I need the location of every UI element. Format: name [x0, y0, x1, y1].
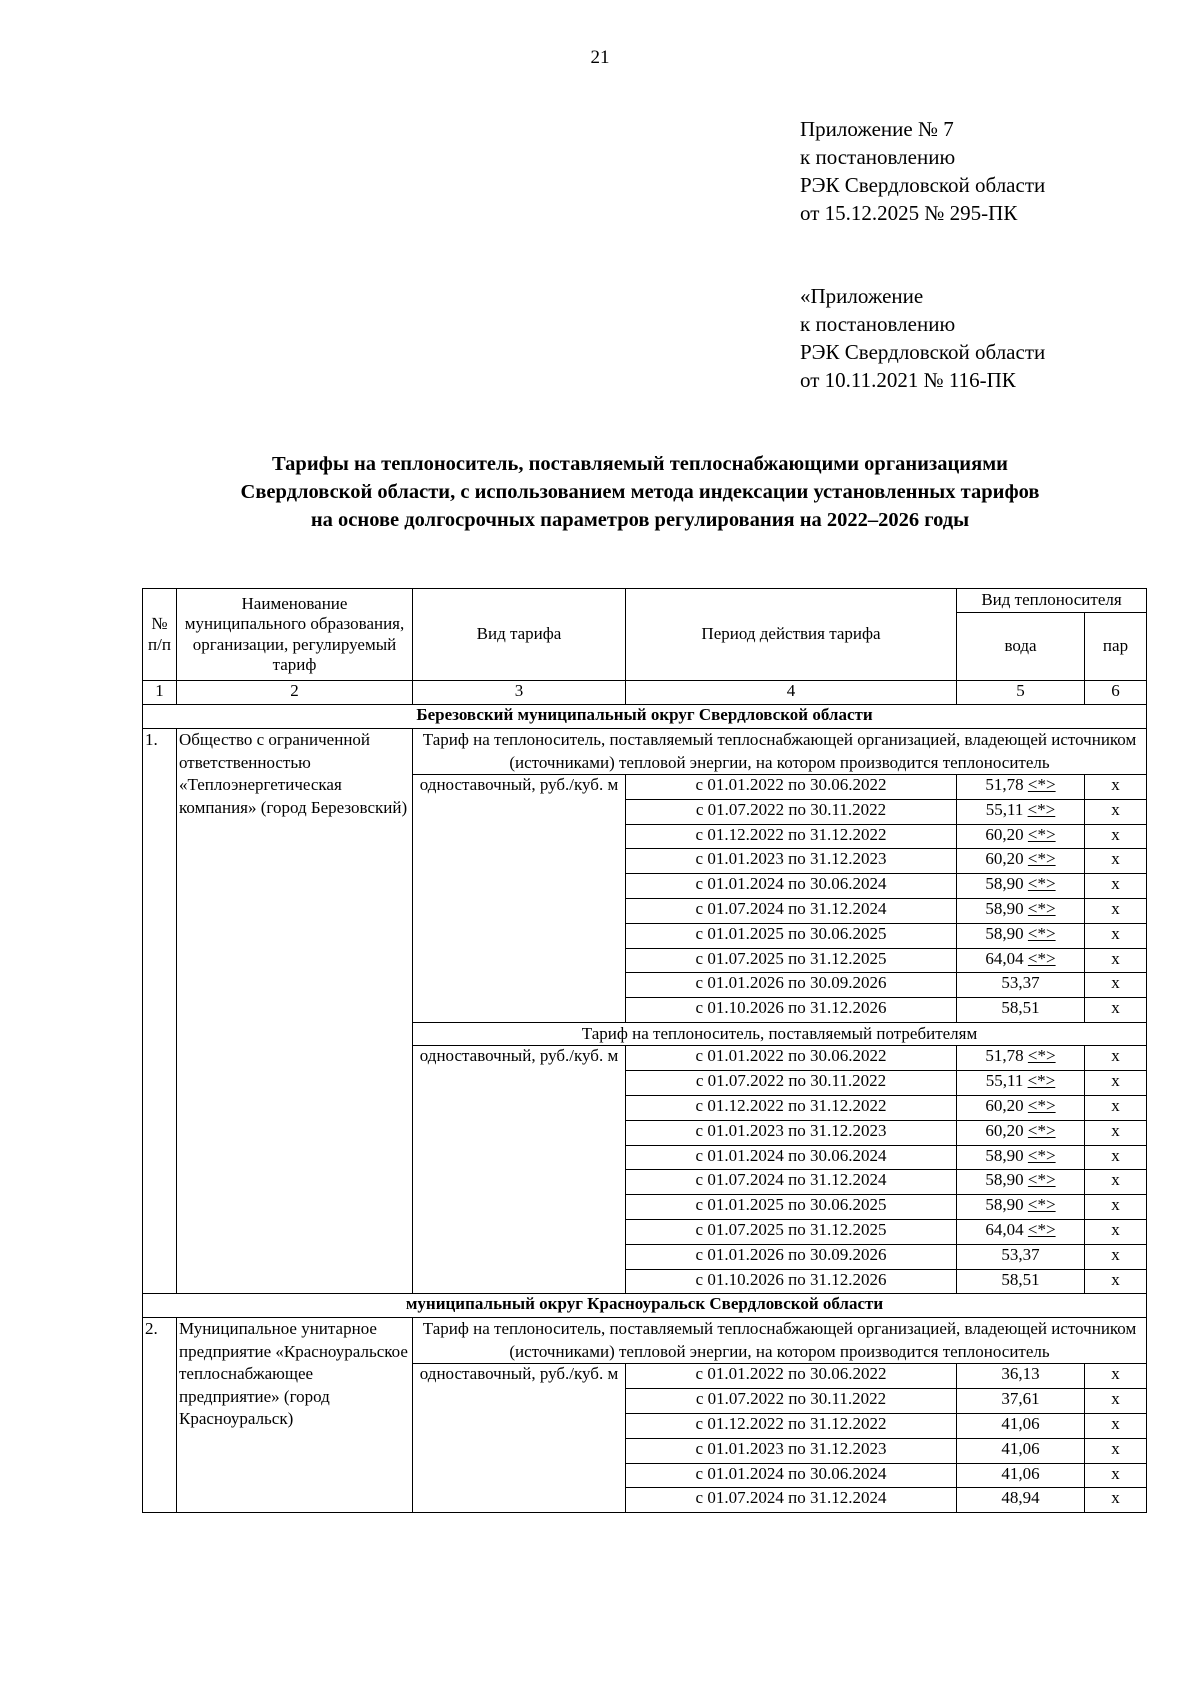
tariff-period: с 01.01.2023 по 31.12.2023 [626, 1120, 957, 1145]
steam-rate: х [1085, 1046, 1147, 1071]
header-name: Наименование муниципального образования, организации, регулируемый тариф [177, 589, 413, 681]
tariff-group-label: Тариф на теплоноситель, поставляемый теплоснабжающей организацией, владеющей источником (источниками) тепловой энергии, на котором производится теплоноситель [413, 1318, 1147, 1364]
water-rate: 53,37 [1001, 1244, 1040, 1264]
water-rate: 58,90 [985, 1170, 1024, 1190]
section-row [143, 1294, 1147, 1318]
water-rate-cell [957, 1145, 1085, 1170]
tariff-period: с 01.07.2022 по 30.11.2022 [626, 1389, 957, 1414]
col-number: 6 [1085, 681, 1147, 705]
water-rate-cell [957, 1364, 1085, 1389]
tariff-group-label: Тариф на теплоноситель, поставляемый теплоснабжающей организацией, владеющей источником (источниками) тепловой энергии, на котором производится теплоноситель [413, 729, 1147, 775]
footnote-ref-link[interactable]: <*> [1027, 1145, 1056, 1165]
tariff-period: с 01.01.2022 по 30.06.2022 [626, 1364, 957, 1389]
water-rate: 58,90 [985, 923, 1024, 943]
steam-rate: х [1085, 1364, 1147, 1389]
appendix-line: Приложение № 7 [800, 117, 954, 141]
tariff-period: с 01.12.2022 по 31.12.2022 [626, 1414, 957, 1439]
tariff-type: одноставочный, руб./куб. м [413, 1364, 626, 1513]
water-rate: 58,90 [985, 1145, 1024, 1165]
water-rate: 64,04 [985, 948, 1024, 968]
steam-rate: х [1085, 1096, 1147, 1121]
water-rate-cell [957, 1389, 1085, 1414]
footnote-ref-link[interactable]: <*> [1027, 775, 1056, 794]
water-rate-cell [957, 923, 1085, 948]
document-title [140, 450, 1140, 534]
water-rate: 58,90 [985, 874, 1024, 894]
water-rate-cell [957, 1071, 1085, 1096]
steam-rate: х [1085, 1071, 1147, 1096]
footnote-ref-link[interactable]: <*> [1027, 948, 1056, 968]
footnote-ref-link[interactable]: <*> [1027, 1170, 1056, 1190]
tariff-period: с 01.12.2022 по 31.12.2022 [626, 1096, 957, 1121]
water-rate: 58,51 [1001, 1269, 1040, 1289]
water-rate-cell [957, 849, 1085, 874]
water-rate: 36,13 [1001, 1364, 1040, 1384]
tariff-period: с 01.12.2022 по 31.12.2022 [626, 824, 957, 849]
footnote-ref-link[interactable]: <*> [1027, 874, 1056, 894]
water-rate: 53,37 [1001, 973, 1040, 993]
water-rate-cell [957, 898, 1085, 923]
steam-rate: х [1085, 998, 1147, 1023]
appendix-current-header [800, 115, 1045, 227]
steam-rate: х [1085, 948, 1147, 973]
tariff-period: с 01.01.2023 по 31.12.2023 [626, 849, 957, 874]
entry-number: 1. [143, 729, 177, 1294]
water-rate-cell [957, 998, 1085, 1023]
header-carrier: Вид теплоносителя [957, 589, 1147, 613]
water-rate-cell [957, 1220, 1085, 1245]
appendix-line: РЭК Свердловской области [800, 173, 1046, 197]
water-rate-cell [957, 1046, 1085, 1071]
footnote-ref-link[interactable]: <*> [1027, 898, 1056, 918]
header-water: вода [957, 613, 1085, 681]
col-number: 3 [413, 681, 626, 705]
footnote-ref-link[interactable]: <*> [1027, 824, 1056, 844]
water-rate: 60,20 [985, 1096, 1024, 1116]
tariff-period: с 01.01.2026 по 30.09.2026 [626, 1244, 957, 1269]
water-rate-cell [957, 824, 1085, 849]
water-rate: 64,04 [985, 1220, 1024, 1240]
steam-rate: х [1085, 849, 1147, 874]
appendix-line: от 10.11.2021 № 116-ПК [800, 368, 1016, 392]
steam-rate: х [1085, 1170, 1147, 1195]
steam-rate: х [1085, 973, 1147, 998]
header-period: Период действия тарифа [626, 589, 957, 681]
appendix-line: от 15.12.2025 № 295-ПК [800, 201, 1018, 225]
col-number: 5 [957, 681, 1085, 705]
steam-rate: х [1085, 1220, 1147, 1245]
section-row [143, 705, 1147, 729]
water-rate: 37,61 [1001, 1389, 1040, 1409]
water-rate: 41,06 [1001, 1414, 1040, 1434]
water-rate: 58,51 [1001, 998, 1040, 1018]
water-rate: 55,11 [985, 1071, 1024, 1091]
steam-rate: х [1085, 824, 1147, 849]
header-tariff-type: Вид тарифа [413, 589, 626, 681]
water-rate-cell [957, 1096, 1085, 1121]
water-rate-cell [957, 1195, 1085, 1220]
page-number: 21 [590, 47, 610, 68]
tariff-period: с 01.07.2024 по 31.12.2024 [626, 1170, 957, 1195]
col-number: 2 [177, 681, 413, 705]
tariff-period: с 01.01.2025 по 30.06.2025 [626, 1195, 957, 1220]
tariff-period: с 01.01.2026 по 30.09.2026 [626, 973, 957, 998]
tariff-period: с 01.07.2022 по 30.11.2022 [626, 1071, 957, 1096]
water-rate-cell [957, 973, 1085, 998]
tariff-group-label: Тариф на теплоноситель, поставляемый потребителям [413, 1022, 1147, 1046]
water-rate: 51,78 [985, 775, 1024, 794]
steam-rate: х [1085, 1414, 1147, 1439]
water-rate: 60,20 [985, 849, 1024, 869]
steam-rate: х [1085, 1195, 1147, 1220]
water-rate: 58,90 [985, 898, 1024, 918]
appendix-line: к постановлению [800, 312, 956, 336]
footnote-ref-link[interactable]: <*> [1027, 849, 1056, 869]
group-label-row [143, 729, 1147, 775]
appendix-line: «Приложение [800, 284, 924, 308]
steam-rate: х [1085, 775, 1147, 800]
tariff-period: с 01.07.2024 по 31.12.2024 [626, 1488, 957, 1513]
footnote-ref-link[interactable]: <*> [1027, 1046, 1056, 1066]
footnote-ref-link[interactable]: <*> [1027, 1195, 1056, 1215]
steam-rate: х [1085, 1463, 1147, 1488]
water-rate-cell [957, 799, 1085, 824]
tariff-period: с 01.01.2024 по 30.06.2024 [626, 1463, 957, 1488]
appendix-line: к постановлению [800, 145, 956, 169]
steam-rate: х [1085, 1244, 1147, 1269]
water-rate: 41,06 [1001, 1438, 1040, 1458]
tariff-period: с 01.01.2022 по 30.06.2022 [626, 775, 957, 800]
tariff-period: с 01.10.2026 по 31.12.2026 [626, 1269, 957, 1294]
water-rate-cell [957, 948, 1085, 973]
tariff-type: одноставочный, руб./куб. м [413, 775, 626, 1023]
water-rate-cell [957, 1269, 1085, 1294]
steam-rate: х [1085, 874, 1147, 899]
appendix-original-header [800, 282, 1045, 394]
water-rate: 60,20 [985, 1120, 1024, 1140]
header-num: № п/п [143, 589, 177, 681]
tariff-table [142, 588, 1147, 1513]
water-rate-cell [957, 874, 1085, 899]
col-number: 1 [143, 681, 177, 705]
water-rate-cell [957, 1438, 1085, 1463]
footnote-ref-link[interactable]: <*> [1027, 923, 1056, 943]
steam-rate: х [1085, 799, 1147, 824]
water-rate-cell [957, 1170, 1085, 1195]
title-line: Тарифы на теплоноситель, поставляемый теплоснабжающими организациями [272, 453, 1008, 475]
tariff-period: с 01.01.2022 по 30.06.2022 [626, 1046, 957, 1071]
appendix-line: РЭК Свердловской области [800, 340, 1046, 364]
tariff-period: с 01.07.2024 по 31.12.2024 [626, 898, 957, 923]
footnote-ref-link[interactable]: <*> [1027, 799, 1056, 819]
header-steam: пар [1085, 613, 1147, 681]
section-title: муниципальный округ Красноуральск Свердловской области [143, 1294, 1147, 1318]
title-line: Свердловской области, с использованием метода индексации установленных тарифов [240, 481, 1040, 503]
steam-rate: х [1085, 898, 1147, 923]
tariff-period: с 01.07.2025 по 31.12.2025 [626, 948, 957, 973]
steam-rate: х [1085, 1488, 1147, 1513]
tariff-period: с 01.01.2024 по 30.06.2024 [626, 1145, 957, 1170]
water-rate-cell [957, 775, 1085, 800]
title-line: на основе долгосрочных параметров регулирования на 2022–2026 годы [310, 509, 970, 531]
entry-number: 2. [143, 1318, 177, 1513]
footnote-ref-link[interactable]: <*> [1027, 1096, 1056, 1116]
water-rate: 55,11 [985, 799, 1024, 819]
tariff-period: с 01.01.2024 по 30.06.2024 [626, 874, 957, 899]
water-rate: 48,94 [1001, 1488, 1040, 1508]
tariff-type: одноставочный, руб./куб. м [413, 1046, 626, 1294]
organization-name: Муниципальное унитарное предприятие «Красноуральское теплоснабжающее предприятие» (город Красноуральск) [177, 1318, 413, 1513]
steam-rate: х [1085, 1145, 1147, 1170]
water-rate-cell [957, 1463, 1085, 1488]
footnote-ref-link[interactable]: <*> [1027, 1220, 1056, 1240]
group-label-row [143, 1318, 1147, 1364]
water-rate: 60,20 [985, 824, 1024, 844]
col-number: 4 [626, 681, 957, 705]
tariff-period: с 01.01.2025 по 30.06.2025 [626, 923, 957, 948]
steam-rate: х [1085, 1269, 1147, 1294]
water-rate-cell [957, 1120, 1085, 1145]
steam-rate: х [1085, 923, 1147, 948]
section-title: Березовский муниципальный округ Свердловской области [143, 705, 1147, 729]
tariff-period: с 01.07.2022 по 30.11.2022 [626, 799, 957, 824]
tariff-period: с 01.10.2026 по 31.12.2026 [626, 998, 957, 1023]
steam-rate: х [1085, 1389, 1147, 1414]
water-rate: 41,06 [1001, 1463, 1040, 1483]
water-rate-cell [957, 1244, 1085, 1269]
water-rate: 51,78 [985, 1046, 1024, 1066]
footnote-ref-link[interactable]: <*> [1027, 1120, 1056, 1140]
steam-rate: х [1085, 1438, 1147, 1463]
tariff-period: с 01.07.2025 по 31.12.2025 [626, 1220, 957, 1245]
tariff-period: с 01.01.2023 по 31.12.2023 [626, 1438, 957, 1463]
water-rate-cell [957, 1488, 1085, 1513]
water-rate: 58,90 [985, 1195, 1024, 1215]
water-rate-cell [957, 1414, 1085, 1439]
organization-name: Общество с ограниченной ответственностью «Теплоэнергетическая компания» (город Березовский) [177, 729, 413, 1294]
steam-rate: х [1085, 1120, 1147, 1145]
footnote-ref-link[interactable]: <*> [1027, 1071, 1056, 1091]
